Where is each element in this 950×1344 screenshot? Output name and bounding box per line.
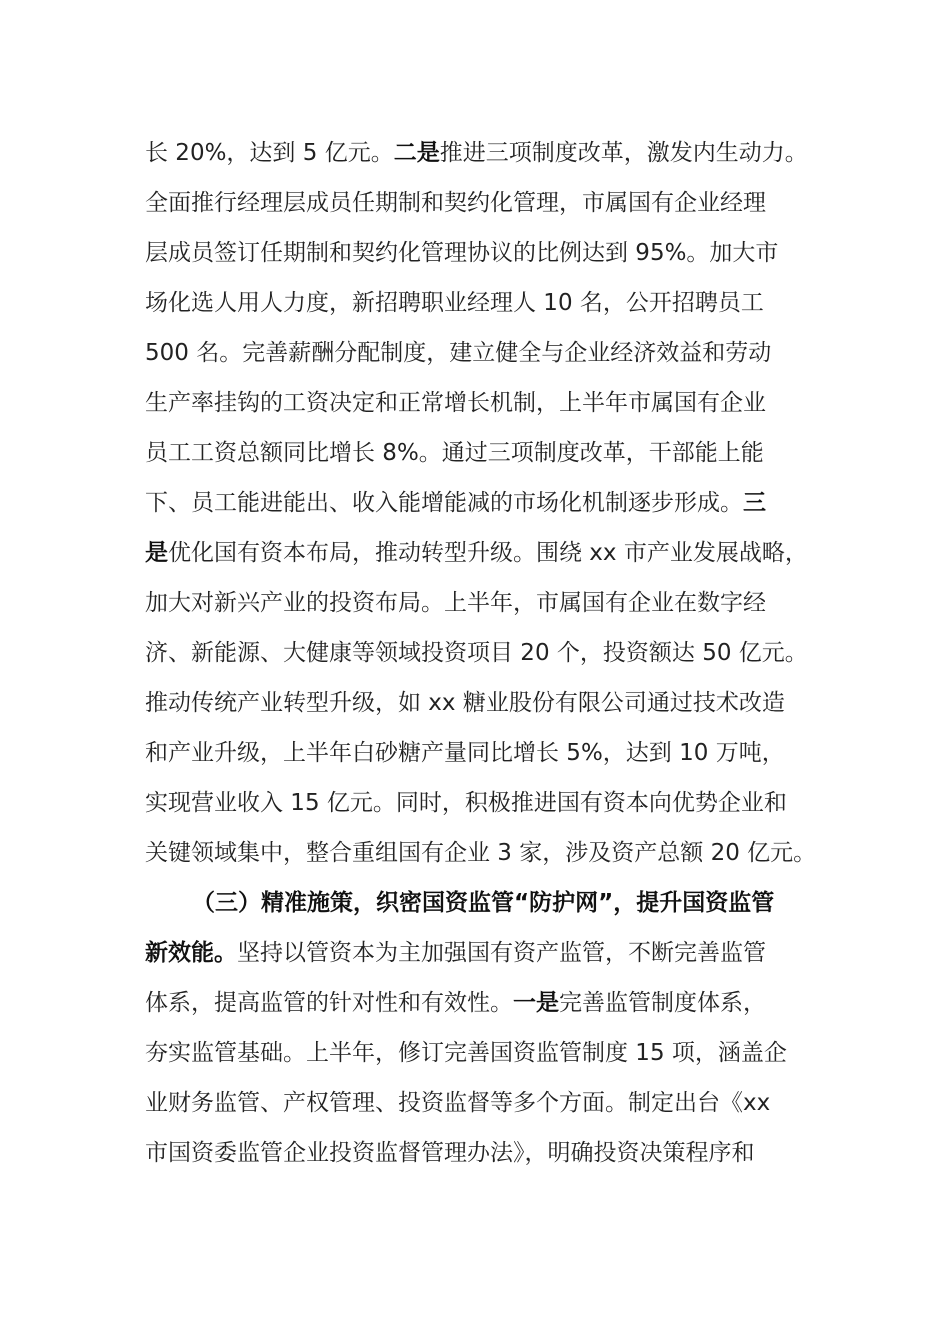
text-run: 体系，提高监管的针对性和有效性。 [145,990,513,1016]
bold-text-run: 三 [743,490,766,516]
text-run: 实现营业收入 15 亿元。同时，积极推进国有资本向优势企业和 [145,790,787,816]
text-run: 长 20%，达到 5 亿元。 [145,140,394,166]
paragraph-line [0,328,950,378]
bold-text-run: 一是 [513,990,559,1016]
paragraph-line [0,478,950,528]
paragraph-line [0,228,950,278]
text-run: 和产业升级，上半年白砂糖产量同比增长 5%，达到 10 万吨， [145,740,785,766]
text-run: 坚持以管资本为主加强国有资产监管，不断完善监管 [237,940,766,966]
section-heading-line [0,878,950,928]
paragraph-line [0,928,950,978]
text-run: 全面推行经理层成员任期制和契约化管理，市属国有企业经理 [145,190,766,216]
text-run: 市国资委监管企业投资监督管理办法》，明确投资决策程序和 [145,1140,755,1166]
body-text [0,128,950,1178]
paragraph-line [0,578,950,628]
text-run: 生产率挂钩的工资决定和正常增长机制，上半年市属国有企业 [145,390,766,416]
paragraph-line [0,628,950,678]
bold-text-run: （三）精准施策，织密国资监管“防护网”，提升国资监管 [192,890,775,916]
paragraph-line [0,378,950,428]
text-run: 业财务监管、产权管理、投资监督等多个方面。制定出台《xx [145,1090,771,1116]
text-run: 夯实监管基础。上半年，修订完善国资监管制度 15 项，涵盖企 [145,1040,787,1066]
paragraph-line [0,728,950,778]
paragraph-line [0,178,950,228]
paragraph-line [0,1028,950,1078]
text-run: 优化国有资本布局，推动转型升级。围绕 xx 市产业发展战略， [168,540,808,566]
paragraph-line [0,778,950,828]
text-run: 500 名。完善薪酬分配制度，建立健全与企业经济效益和劳动 [145,340,772,366]
text-run: 推动传统产业转型升级，如 xx 糖业股份有限公司通过技术改造 [145,690,785,716]
paragraph-line [0,278,950,328]
paragraph-line [0,828,950,878]
text-run: 层成员签订任期制和契约化管理协议的比例达到 95%。加大市 [145,240,779,266]
paragraph-line [0,1078,950,1128]
text-run: 关键领域集中，整合重组国有企业 3 家，涉及资产总额 20 亿元。 [145,840,817,866]
paragraph-line [0,428,950,478]
paragraph-line [0,128,950,178]
text-run: 员工工资总额同比增长 8%。通过三项制度改革，干部能上能 [145,440,764,466]
bold-text-run: 新效能。 [145,940,237,966]
text-run: 场化选人用人力度，新招聘职业经理人 10 名，公开招聘员工 [145,290,764,316]
bold-text-run: 是 [145,540,168,566]
paragraph-line [0,528,950,578]
text-run: 推进三项制度改革，激发内生动力。 [439,140,808,166]
text-run: 济、新能源、大健康等领域投资项目 20 个，投资额达 50 亿元。 [145,640,808,666]
bold-text-run: 二是 [393,140,440,166]
text-run: 完善监管制度体系， [559,990,766,1016]
text-run: 加大对新兴产业的投资布局。上半年，市属国有企业在数字经 [145,590,766,616]
paragraph-line [0,678,950,728]
text-run: 下、员工能进能出、收入能增能减的市场化机制逐步形成。 [145,490,743,516]
paragraph-line [0,978,950,1028]
paragraph-line [0,1128,950,1178]
